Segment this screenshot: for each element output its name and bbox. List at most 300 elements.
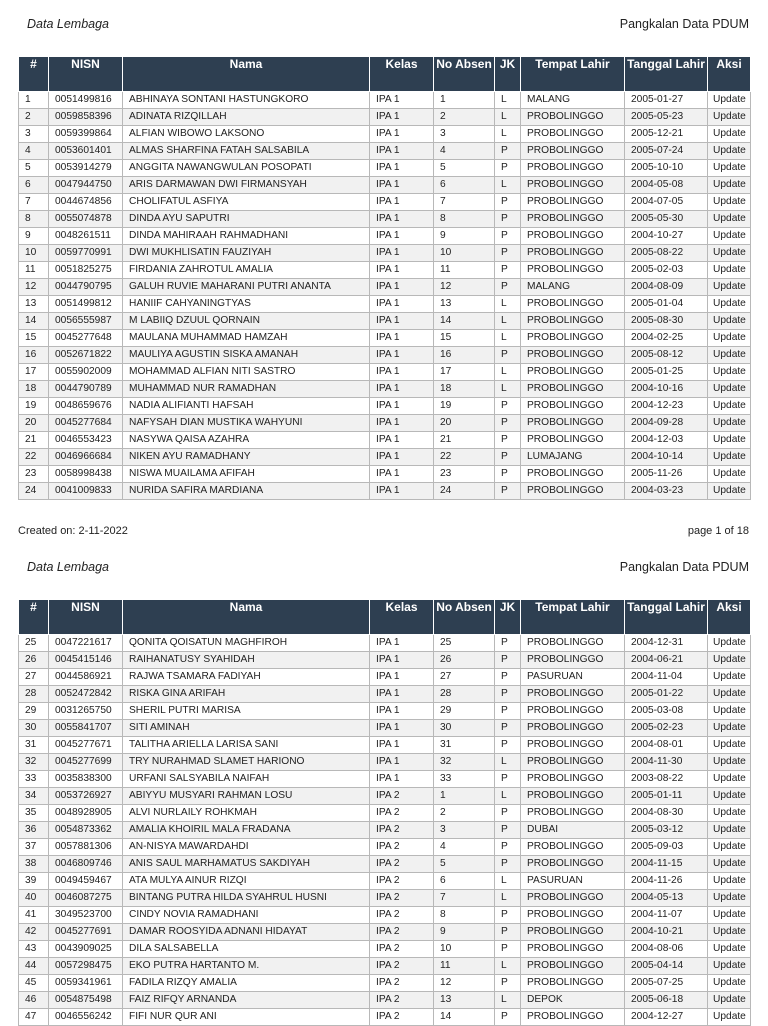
cell-jk: L — [495, 992, 521, 1009]
cell-tanggal-lahir: 2005-02-03 — [625, 262, 708, 279]
cell-row-number: 9 — [19, 228, 49, 245]
cell-tempat-lahir: PROBOLINGGO — [521, 483, 625, 500]
update-action-link[interactable]: Update — [708, 992, 751, 1009]
cell-no-absen: 11 — [434, 958, 495, 975]
cell-jk: L — [495, 92, 521, 109]
cell-tanggal-lahir: 2005-01-22 — [625, 686, 708, 703]
cell-tanggal-lahir: 2004-11-04 — [625, 669, 708, 686]
cell-nama: MOHAMMAD ALFIAN NITI SASTRO — [123, 364, 370, 381]
table-row — [19, 296, 751, 313]
cell-kelas: IPA 1 — [370, 483, 434, 500]
table-row — [19, 839, 751, 856]
update-action-link[interactable]: Update — [708, 398, 751, 415]
cell-tanggal-lahir: 2005-07-25 — [625, 975, 708, 992]
cell-nama: DINDA MAHIRAAH RAHMADHANI — [123, 228, 370, 245]
cell-row-number: 43 — [19, 941, 49, 958]
cell-tempat-lahir: PROBOLINGGO — [521, 194, 625, 211]
cell-nisn: 0045277684 — [49, 415, 123, 432]
cell-kelas: IPA 2 — [370, 822, 434, 839]
update-action-link[interactable]: Update — [708, 381, 751, 398]
cell-no-absen: 10 — [434, 245, 495, 262]
cell-nama: ALMAS SHARFINA FATAH SALSABILA — [123, 143, 370, 160]
column-header-nisn: NISN — [49, 600, 123, 635]
cell-nama: ATA MULYA AINUR RIZQI — [123, 873, 370, 890]
update-action-link[interactable]: Update — [708, 194, 751, 211]
cell-nama: NIKEN AYU RAMADHANY — [123, 449, 370, 466]
cell-nama: NASYWA QAISA AZAHRA — [123, 432, 370, 449]
cell-no-absen: 14 — [434, 1009, 495, 1026]
cell-jk: L — [495, 873, 521, 890]
cell-tempat-lahir: PROBOLINGGO — [521, 1009, 625, 1026]
column-header-tempat-lahir: Tempat Lahir — [521, 600, 625, 635]
column-header-nama: Nama — [123, 57, 370, 92]
cell-tempat-lahir: PROBOLINGGO — [521, 941, 625, 958]
cell-no-absen: 23 — [434, 466, 495, 483]
cell-jk: L — [495, 126, 521, 143]
cell-kelas: IPA 1 — [370, 347, 434, 364]
update-action-link[interactable]: Update — [708, 771, 751, 788]
table-row — [19, 143, 751, 160]
update-action-link[interactable]: Update — [708, 856, 751, 873]
cell-tanggal-lahir: 2005-01-27 — [625, 92, 708, 109]
cell-row-number: 40 — [19, 890, 49, 907]
cell-jk: P — [495, 669, 521, 686]
cell-nisn: 0054873362 — [49, 822, 123, 839]
cell-tempat-lahir: PROBOLINGGO — [521, 245, 625, 262]
cell-jk: P — [495, 686, 521, 703]
cell-jk: P — [495, 703, 521, 720]
cell-jk: P — [495, 805, 521, 822]
table-header-row — [19, 57, 751, 92]
cell-kelas: IPA 2 — [370, 839, 434, 856]
update-action-link[interactable]: Update — [708, 686, 751, 703]
cell-tempat-lahir: PROBOLINGGO — [521, 839, 625, 856]
column-header-jk: JK — [495, 57, 521, 92]
cell-row-number: 28 — [19, 686, 49, 703]
cell-nama: RAJWA TSAMARA FADIYAH — [123, 669, 370, 686]
cell-tempat-lahir: PROBOLINGGO — [521, 296, 625, 313]
table-row — [19, 992, 751, 1009]
cell-row-number: 39 — [19, 873, 49, 890]
table-row — [19, 788, 751, 805]
cell-no-absen: 25 — [434, 635, 495, 652]
cell-no-absen: 8 — [434, 211, 495, 228]
cell-no-absen: 13 — [434, 992, 495, 1009]
cell-tempat-lahir: MALANG — [521, 92, 625, 109]
cell-tanggal-lahir: 2005-11-26 — [625, 466, 708, 483]
cell-kelas: IPA 1 — [370, 143, 434, 160]
update-action-link[interactable]: Update — [708, 958, 751, 975]
cell-nisn: 0046966684 — [49, 449, 123, 466]
table-row — [19, 805, 751, 822]
cell-jk: P — [495, 211, 521, 228]
cell-kelas: IPA 1 — [370, 720, 434, 737]
table-row — [19, 958, 751, 975]
cell-no-absen: 14 — [434, 313, 495, 330]
cell-jk: P — [495, 975, 521, 992]
cell-nisn: 0048261511 — [49, 228, 123, 245]
update-action-link[interactable]: Update — [708, 228, 751, 245]
update-action-link[interactable]: Update — [708, 941, 751, 958]
cell-row-number: 33 — [19, 771, 49, 788]
cell-nisn: 0054875498 — [49, 992, 123, 1009]
cell-tanggal-lahir: 2005-10-10 — [625, 160, 708, 177]
cell-nisn: 0057881306 — [49, 839, 123, 856]
cell-tempat-lahir: PROBOLINGGO — [521, 381, 625, 398]
table-row — [19, 364, 751, 381]
cell-no-absen: 6 — [434, 177, 495, 194]
column-header-tempat-lahir: Tempat Lahir — [521, 57, 625, 92]
cell-kelas: IPA 1 — [370, 669, 434, 686]
update-action-link[interactable]: Update — [708, 839, 751, 856]
cell-nisn: 0058998438 — [49, 466, 123, 483]
cell-tanggal-lahir: 2004-05-13 — [625, 890, 708, 907]
cell-jk: P — [495, 737, 521, 754]
cell-nama: TALITHA ARIELLA LARISA SANI — [123, 737, 370, 754]
cell-jk: P — [495, 432, 521, 449]
cell-nama: TRY NURAHMAD SLAMET HARIONO — [123, 754, 370, 771]
cell-nisn: 0044790795 — [49, 279, 123, 296]
table-row — [19, 907, 751, 924]
cell-no-absen: 21 — [434, 432, 495, 449]
cell-tempat-lahir: PASURUAN — [521, 669, 625, 686]
update-action-link[interactable]: Update — [708, 975, 751, 992]
cell-row-number: 12 — [19, 279, 49, 296]
update-action-link[interactable]: Update — [708, 143, 751, 160]
update-action-link[interactable]: Update — [708, 109, 751, 126]
cell-kelas: IPA 2 — [370, 958, 434, 975]
cell-nisn: 0055902009 — [49, 364, 123, 381]
cell-no-absen: 4 — [434, 143, 495, 160]
update-action-link[interactable]: Update — [708, 754, 751, 771]
table-row — [19, 330, 751, 347]
student-table — [18, 56, 751, 500]
cell-nisn: 0031265750 — [49, 703, 123, 720]
update-action-link[interactable]: Update — [708, 126, 751, 143]
cell-nisn: 0041009833 — [49, 483, 123, 500]
cell-tanggal-lahir: 2004-05-08 — [625, 177, 708, 194]
cell-tanggal-lahir: 2004-08-09 — [625, 279, 708, 296]
cell-tanggal-lahir: 2005-08-30 — [625, 313, 708, 330]
cell-jk: P — [495, 924, 521, 941]
cell-tanggal-lahir: 2005-08-12 — [625, 347, 708, 364]
cell-tanggal-lahir: 2004-08-06 — [625, 941, 708, 958]
cell-nama: AN-NISYA MAWARDAHDI — [123, 839, 370, 856]
cell-nisn: 0043909025 — [49, 941, 123, 958]
cell-kelas: IPA 1 — [370, 296, 434, 313]
cell-row-number: 13 — [19, 296, 49, 313]
cell-jk: P — [495, 635, 521, 652]
cell-tempat-lahir: PROBOLINGGO — [521, 313, 625, 330]
cell-nisn: 0053601401 — [49, 143, 123, 160]
update-action-link[interactable]: Update — [708, 788, 751, 805]
cell-nama: NADIA ALIFIANTI HAFSAH — [123, 398, 370, 415]
cell-tanggal-lahir: 2004-10-14 — [625, 449, 708, 466]
cell-tempat-lahir: PROBOLINGGO — [521, 890, 625, 907]
cell-tempat-lahir: PROBOLINGGO — [521, 907, 625, 924]
cell-row-number: 15 — [19, 330, 49, 347]
table-row — [19, 245, 751, 262]
cell-no-absen: 4 — [434, 839, 495, 856]
cell-jk: P — [495, 262, 521, 279]
update-action-link[interactable]: Update — [708, 483, 751, 500]
cell-nama: FIFI NUR QUR ANI — [123, 1009, 370, 1026]
cell-kelas: IPA 1 — [370, 92, 434, 109]
cell-row-number: 8 — [19, 211, 49, 228]
cell-tanggal-lahir: 2004-06-21 — [625, 652, 708, 669]
table-row — [19, 856, 751, 873]
update-action-link[interactable]: Update — [708, 1009, 751, 1026]
update-action-link[interactable]: Update — [708, 347, 751, 364]
header-app-name: Pangkalan Data PDUM — [619, 17, 749, 31]
update-action-link[interactable]: Update — [708, 415, 751, 432]
cell-tempat-lahir: MALANG — [521, 279, 625, 296]
cell-nama: BINTANG PUTRA HILDA SYAHRUL HUSNI — [123, 890, 370, 907]
cell-tempat-lahir: PROBOLINGGO — [521, 330, 625, 347]
cell-tanggal-lahir: 2004-12-03 — [625, 432, 708, 449]
cell-jk: P — [495, 449, 521, 466]
update-action-link[interactable]: Update — [708, 92, 751, 109]
update-action-link[interactable]: Update — [708, 635, 751, 652]
cell-kelas: IPA 1 — [370, 737, 434, 754]
cell-tanggal-lahir: 2005-05-30 — [625, 211, 708, 228]
cell-row-number: 36 — [19, 822, 49, 839]
cell-tanggal-lahir: 2005-03-08 — [625, 703, 708, 720]
update-action-link[interactable]: Update — [708, 466, 751, 483]
cell-kelas: IPA 1 — [370, 211, 434, 228]
cell-tanggal-lahir: 2004-10-21 — [625, 924, 708, 941]
update-action-link[interactable]: Update — [708, 737, 751, 754]
update-action-link[interactable]: Update — [708, 652, 751, 669]
cell-nisn: 0059770991 — [49, 245, 123, 262]
table-row — [19, 635, 751, 652]
cell-tempat-lahir: PROBOLINGGO — [521, 856, 625, 873]
cell-jk: L — [495, 313, 521, 330]
cell-kelas: IPA 2 — [370, 975, 434, 992]
cell-no-absen: 19 — [434, 398, 495, 415]
cell-jk: P — [495, 483, 521, 500]
update-action-link[interactable]: Update — [708, 177, 751, 194]
cell-no-absen: 24 — [434, 483, 495, 500]
cell-nisn: 3049523700 — [49, 907, 123, 924]
cell-no-absen: 6 — [434, 873, 495, 890]
table-row — [19, 449, 751, 466]
cell-no-absen: 2 — [434, 109, 495, 126]
cell-row-number: 45 — [19, 975, 49, 992]
cell-jk: P — [495, 839, 521, 856]
cell-tanggal-lahir: 2005-01-25 — [625, 364, 708, 381]
cell-nama: SITI AMINAH — [123, 720, 370, 737]
cell-nama: FAIZ RIFQY ARNANDA — [123, 992, 370, 1009]
table-header-row — [19, 600, 751, 635]
page-indicator: page 1 of 18 — [687, 525, 749, 537]
cell-tanggal-lahir: 2004-10-27 — [625, 228, 708, 245]
cell-nisn: 0035838300 — [49, 771, 123, 788]
cell-nama: GALUH RUVIE MAHARANI PUTRI ANANTA — [123, 279, 370, 296]
update-action-link[interactable]: Update — [708, 211, 751, 228]
cell-nama: DWI MUKHLISATIN FAUZIYAH — [123, 245, 370, 262]
update-action-link[interactable]: Update — [708, 669, 751, 686]
cell-row-number: 30 — [19, 720, 49, 737]
cell-no-absen: 8 — [434, 907, 495, 924]
cell-tempat-lahir: PROBOLINGGO — [521, 143, 625, 160]
cell-kelas: IPA 1 — [370, 262, 434, 279]
column-header-tanggal-lahir: Tanggal Lahir — [625, 57, 708, 92]
cell-no-absen: 15 — [434, 330, 495, 347]
cell-nama: RAIHANATUSY SYAHIDAH — [123, 652, 370, 669]
cell-jk: P — [495, 652, 521, 669]
update-action-link[interactable]: Update — [708, 296, 751, 313]
update-action-link[interactable]: Update — [708, 330, 751, 347]
cell-tempat-lahir: PROBOLINGGO — [521, 415, 625, 432]
cell-nama: ALVI NURLAILY ROHKMAH — [123, 805, 370, 822]
update-action-link[interactable]: Update — [708, 279, 751, 296]
cell-nama: ABIYYU MUSYARI RAHMAN LOSU — [123, 788, 370, 805]
cell-tanggal-lahir: 2005-08-22 — [625, 245, 708, 262]
update-action-link[interactable]: Update — [708, 313, 751, 330]
cell-nisn: 0046087275 — [49, 890, 123, 907]
column-header-row-number: # — [19, 600, 49, 635]
table-row — [19, 211, 751, 228]
update-action-link[interactable]: Update — [708, 720, 751, 737]
cell-jk: P — [495, 143, 521, 160]
cell-tempat-lahir: PROBOLINGGO — [521, 364, 625, 381]
cell-kelas: IPA 2 — [370, 890, 434, 907]
column-header-aksi: Aksi — [708, 600, 751, 635]
cell-tanggal-lahir: 2003-08-22 — [625, 771, 708, 788]
cell-tempat-lahir: PROBOLINGGO — [521, 109, 625, 126]
cell-jk: L — [495, 381, 521, 398]
cell-kelas: IPA 2 — [370, 805, 434, 822]
cell-tanggal-lahir: 2004-02-25 — [625, 330, 708, 347]
cell-nama: EKO PUTRA HARTANTO M. — [123, 958, 370, 975]
cell-jk: P — [495, 398, 521, 415]
cell-tempat-lahir: LUMAJANG — [521, 449, 625, 466]
cell-tanggal-lahir: 2005-03-12 — [625, 822, 708, 839]
cell-nama: MUHAMMAD NUR RAMADHAN — [123, 381, 370, 398]
update-action-link[interactable]: Update — [708, 262, 751, 279]
cell-nama: SHERIL PUTRI MARISA — [123, 703, 370, 720]
cell-jk: P — [495, 415, 521, 432]
column-header-no-absen: No Absen — [434, 600, 495, 635]
cell-tempat-lahir: PROBOLINGGO — [521, 432, 625, 449]
cell-jk: L — [495, 788, 521, 805]
update-action-link[interactable]: Update — [708, 873, 751, 890]
cell-row-number: 42 — [19, 924, 49, 941]
cell-row-number: 21 — [19, 432, 49, 449]
cell-row-number: 31 — [19, 737, 49, 754]
update-action-link[interactable]: Update — [708, 924, 751, 941]
cell-row-number: 29 — [19, 703, 49, 720]
update-action-link[interactable]: Update — [708, 822, 751, 839]
cell-row-number: 2 — [19, 109, 49, 126]
update-action-link[interactable]: Update — [708, 890, 751, 907]
update-action-link[interactable]: Update — [708, 907, 751, 924]
cell-nisn: 0059858396 — [49, 109, 123, 126]
cell-tempat-lahir: PROBOLINGGO — [521, 228, 625, 245]
cell-row-number: 14 — [19, 313, 49, 330]
update-action-link[interactable]: Update — [708, 449, 751, 466]
cell-tanggal-lahir: 2004-09-28 — [625, 415, 708, 432]
table-row — [19, 432, 751, 449]
cell-nama: DAMAR ROOSYIDA ADNANI HIDAYAT — [123, 924, 370, 941]
header-app-name: Pangkalan Data PDUM — [619, 560, 749, 574]
cell-kelas: IPA 2 — [370, 873, 434, 890]
cell-nama: FIRDANIA ZAHROTUL AMALIA — [123, 262, 370, 279]
cell-tempat-lahir: PROBOLINGGO — [521, 737, 625, 754]
cell-nama: ARIS DARMAWAN DWI FIRMANSYAH — [123, 177, 370, 194]
cell-tempat-lahir: PASURUAN — [521, 873, 625, 890]
table-row — [19, 109, 751, 126]
cell-nisn: 0044586921 — [49, 669, 123, 686]
cell-tempat-lahir: DUBAI — [521, 822, 625, 839]
column-header-jk: JK — [495, 600, 521, 635]
table-row — [19, 941, 751, 958]
cell-kelas: IPA 1 — [370, 686, 434, 703]
cell-no-absen: 1 — [434, 92, 495, 109]
cell-row-number: 32 — [19, 754, 49, 771]
cell-no-absen: 9 — [434, 924, 495, 941]
cell-jk: P — [495, 466, 521, 483]
cell-jk: P — [495, 1009, 521, 1026]
cell-kelas: IPA 1 — [370, 330, 434, 347]
cell-no-absen: 7 — [434, 194, 495, 211]
column-header-no-absen: No Absen — [434, 57, 495, 92]
update-action-link[interactable]: Update — [708, 160, 751, 177]
cell-kelas: IPA 2 — [370, 788, 434, 805]
cell-tanggal-lahir: 2004-12-31 — [625, 635, 708, 652]
update-action-link[interactable]: Update — [708, 703, 751, 720]
cell-nisn: 0049459467 — [49, 873, 123, 890]
cell-nama: MAULANA MUHAMMAD HAMZAH — [123, 330, 370, 347]
cell-nama: FADILA RIZQY AMALIA — [123, 975, 370, 992]
update-action-link[interactable]: Update — [708, 364, 751, 381]
cell-jk: P — [495, 194, 521, 211]
cell-kelas: IPA 2 — [370, 941, 434, 958]
cell-nama: ANGGITA NAWANGWULAN POSOPATI — [123, 160, 370, 177]
cell-nama: ALFIAN WIBOWO LAKSONO — [123, 126, 370, 143]
table-row — [19, 483, 751, 500]
cell-jk: P — [495, 245, 521, 262]
cell-nisn: 0045277691 — [49, 924, 123, 941]
cell-no-absen: 27 — [434, 669, 495, 686]
update-action-link[interactable]: Update — [708, 245, 751, 262]
cell-jk: P — [495, 941, 521, 958]
table-row — [19, 381, 751, 398]
cell-nisn: 0051499816 — [49, 92, 123, 109]
cell-jk: P — [495, 347, 521, 364]
cell-kelas: IPA 2 — [370, 856, 434, 873]
cell-tempat-lahir: PROBOLINGGO — [521, 160, 625, 177]
cell-tanggal-lahir: 2004-11-15 — [625, 856, 708, 873]
cell-row-number: 11 — [19, 262, 49, 279]
cell-row-number: 38 — [19, 856, 49, 873]
table-row — [19, 720, 751, 737]
cell-jk: P — [495, 160, 521, 177]
cell-tempat-lahir: PROBOLINGGO — [521, 771, 625, 788]
report-page-2 — [0, 543, 768, 1022]
cell-tanggal-lahir: 2005-01-04 — [625, 296, 708, 313]
update-action-link[interactable]: Update — [708, 805, 751, 822]
cell-nama: DINDA AYU SAPUTRI — [123, 211, 370, 228]
cell-kelas: IPA 1 — [370, 126, 434, 143]
cell-jk: L — [495, 754, 521, 771]
cell-tanggal-lahir: 2004-08-30 — [625, 805, 708, 822]
cell-kelas: IPA 2 — [370, 992, 434, 1009]
cell-nisn: 0059341961 — [49, 975, 123, 992]
cell-tempat-lahir: PROBOLINGGO — [521, 347, 625, 364]
update-action-link[interactable]: Update — [708, 432, 751, 449]
